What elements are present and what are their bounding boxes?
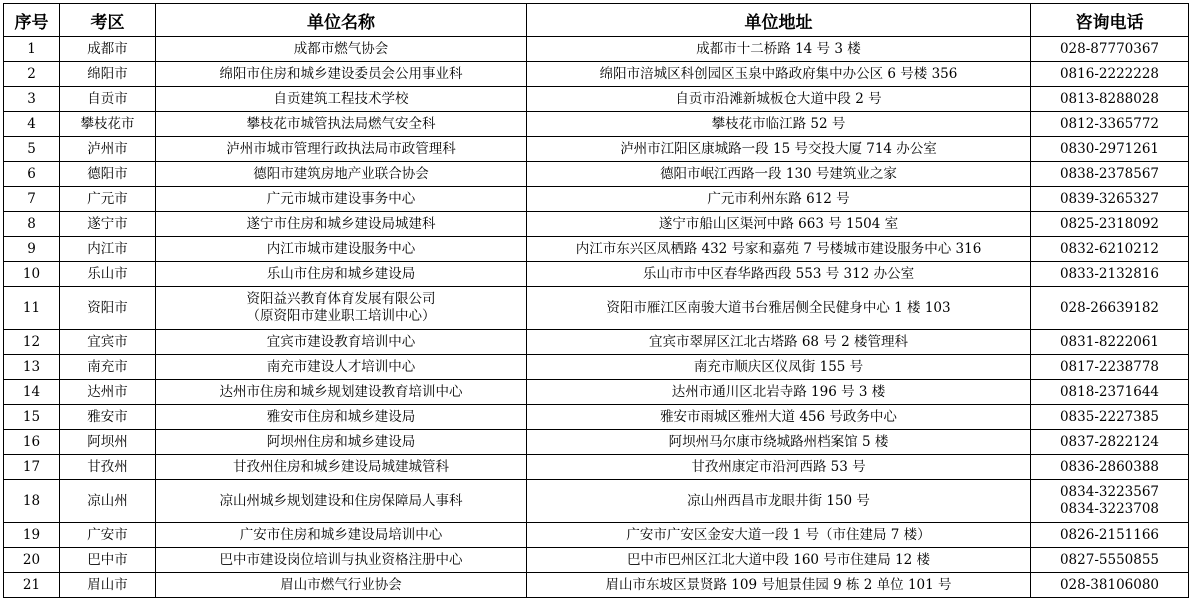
table-row [4, 287, 1189, 330]
cell-unit-address: 德阳市岷江西路一段 130 号建筑业之家 [527, 162, 1031, 187]
cell-unit-address: 南充市顺庆区仪凤街 155 号 [527, 355, 1031, 380]
cell-phone-line: 028-87770367 [1059, 40, 1160, 57]
cell-seq: 7 [4, 187, 60, 212]
table-row [4, 380, 1189, 405]
header-phone: 咨询电话 [1031, 4, 1189, 37]
cell-phone [1031, 355, 1189, 380]
cell-unit-name-line: 凉山州城乡规划建设和住房保障局人事科 [219, 492, 463, 509]
table-row [4, 62, 1189, 87]
cell-seq: 20 [4, 548, 60, 573]
cell-phone-line: 0834-3223567 [1059, 484, 1160, 500]
cell-unit-name [156, 237, 527, 262]
cell-unit-name [156, 573, 527, 598]
cell-unit-address: 遂宁市船山区渠河中路 663 号 1504 室 [527, 212, 1031, 237]
table-row [4, 480, 1189, 523]
cell-phone [1031, 37, 1189, 62]
cell-district: 宜宾市 [60, 330, 156, 355]
cell-phone-line: 0834-3223708 [1059, 501, 1160, 517]
cell-unit-name-line: 阿坝州住房和城乡建设局 [266, 433, 416, 450]
cell-phone-line: 028-26639182 [1059, 299, 1160, 316]
cell-district: 巴中市 [60, 548, 156, 573]
cell-unit-address: 达州市通川区北岩寺路 196 号 3 楼 [527, 380, 1031, 405]
cell-seq: 2 [4, 62, 60, 87]
cell-unit-name-line: 甘孜州住房和城乡建设局城建城管科 [233, 458, 449, 475]
cell-phone-line: 0832-6210212 [1059, 240, 1160, 257]
cell-unit-address: 绵阳市涪城区科创园区玉泉中路政府集中办公区 6 号楼 356 [527, 62, 1031, 87]
cell-seq: 16 [4, 430, 60, 455]
cell-district: 成都市 [60, 37, 156, 62]
cell-unit-address: 巴中市巴州区江北大道中段 160 号市住建局 12 楼 [527, 548, 1031, 573]
cell-phone-line: 0825-2318092 [1059, 215, 1160, 232]
cell-phone-line: 0831-8222061 [1059, 333, 1160, 350]
cell-phone [1031, 112, 1189, 137]
cell-phone [1031, 237, 1189, 262]
table-body [4, 37, 1189, 598]
cell-district: 甘孜州 [60, 455, 156, 480]
cell-phone-line: 0812-3365772 [1059, 115, 1160, 132]
table-row [4, 187, 1189, 212]
contact-table [3, 3, 1189, 598]
cell-phone-line: 0835-2227385 [1059, 408, 1160, 425]
cell-district: 达州市 [60, 380, 156, 405]
table-row [4, 212, 1189, 237]
cell-phone [1031, 187, 1189, 212]
cell-phone [1031, 480, 1189, 523]
cell-unit-name-line: 成都市燃气协会 [293, 40, 389, 57]
cell-phone [1031, 62, 1189, 87]
cell-seq: 1 [4, 37, 60, 62]
cell-phone [1031, 212, 1189, 237]
cell-district: 泸州市 [60, 137, 156, 162]
cell-phone [1031, 87, 1189, 112]
cell-phone-line: 0816-2222228 [1059, 65, 1160, 82]
cell-unit-address: 甘孜州康定市沿河西路 53 号 [527, 455, 1031, 480]
cell-unit-address: 凉山州西昌市龙眼井街 150 号 [527, 480, 1031, 523]
cell-unit-address: 广安市广安区金安大道一段 1 号（市住建局 7 楼） [527, 523, 1031, 548]
cell-unit-name-line: 遂宁市住房和城乡建设局城建科 [246, 215, 436, 232]
cell-unit-address: 乐山市市中区春华路西段 553 号 312 办公室 [527, 262, 1031, 287]
cell-phone [1031, 430, 1189, 455]
cell-unit-name [156, 330, 527, 355]
cell-phone-line: 0836-2860388 [1059, 458, 1160, 475]
cell-unit-name [156, 455, 527, 480]
cell-district: 内江市 [60, 237, 156, 262]
cell-seq: 9 [4, 237, 60, 262]
cell-seq: 3 [4, 87, 60, 112]
cell-seq: 18 [4, 480, 60, 523]
cell-seq: 11 [4, 287, 60, 330]
cell-unit-name [156, 187, 527, 212]
cell-phone-line: 0818-2371644 [1059, 383, 1160, 400]
table-row [4, 162, 1189, 187]
cell-unit-name [156, 212, 527, 237]
cell-unit-name [156, 480, 527, 523]
table-row [4, 330, 1189, 355]
cell-seq: 4 [4, 112, 60, 137]
cell-phone [1031, 162, 1189, 187]
cell-phone-line: 0813-8288028 [1059, 90, 1160, 107]
cell-district: 遂宁市 [60, 212, 156, 237]
cell-seq: 19 [4, 523, 60, 548]
cell-unit-name [156, 62, 527, 87]
cell-district: 攀枝花市 [60, 112, 156, 137]
cell-unit-name-line: 达州市住房和城乡规划建设教育培训中心 [219, 383, 463, 400]
cell-unit-name [156, 380, 527, 405]
cell-unit-name [156, 162, 527, 187]
cell-unit-name-line: 绵阳市住房和城乡建设委员会公用事业科 [219, 65, 463, 82]
cell-unit-address: 成都市十二桥路 14 号 3 楼 [527, 37, 1031, 62]
table-row [4, 355, 1189, 380]
cell-district: 广元市 [60, 187, 156, 212]
cell-district: 眉山市 [60, 573, 156, 598]
table-row [4, 87, 1189, 112]
cell-phone [1031, 380, 1189, 405]
cell-unit-name-line: 巴中市建设岗位培训与执业资格注册中心 [219, 551, 463, 568]
header-district: 考区 [60, 4, 156, 37]
header-seq: 序号 [4, 4, 60, 37]
table-row [4, 430, 1189, 455]
header-unit-address: 单位地址 [527, 4, 1031, 37]
cell-unit-address: 内江市东兴区凤栖路 432 号家和嘉苑 7 号楼城市建设服务中心 316 [527, 237, 1031, 262]
cell-seq: 13 [4, 355, 60, 380]
table-row [4, 112, 1189, 137]
cell-unit-name [156, 355, 527, 380]
cell-phone [1031, 573, 1189, 598]
cell-seq: 17 [4, 455, 60, 480]
cell-unit-name-line: 眉山市燃气行业协会 [280, 576, 402, 593]
cell-unit-name-line: 攀枝花市城管执法局燃气安全科 [246, 115, 436, 132]
cell-phone-line: 0827-5550855 [1059, 551, 1160, 568]
table-row [4, 37, 1189, 62]
cell-seq: 8 [4, 212, 60, 237]
cell-unit-name-line: 南充市建设人才培训中心 [266, 358, 416, 375]
cell-phone-line: 0826-2151166 [1059, 526, 1160, 543]
cell-phone-line: 0830-2971261 [1059, 140, 1160, 157]
cell-phone [1031, 262, 1189, 287]
cell-seq: 12 [4, 330, 60, 355]
cell-unit-name [156, 523, 527, 548]
cell-unit-name-line: 自贡建筑工程技术学校 [273, 90, 409, 107]
cell-phone-line: 028-38106080 [1059, 576, 1160, 593]
table-row [4, 237, 1189, 262]
cell-seq: 21 [4, 573, 60, 598]
cell-unit-name [156, 405, 527, 430]
cell-phone-line: 0838-2378567 [1059, 165, 1160, 182]
cell-unit-address: 资阳市雁江区南骏大道书台雅居侧全民健身中心 1 楼 103 [527, 287, 1031, 330]
cell-district: 雅安市 [60, 405, 156, 430]
cell-unit-name [156, 112, 527, 137]
cell-phone [1031, 137, 1189, 162]
cell-district: 阿坝州 [60, 430, 156, 455]
cell-phone-line: 0833-2132816 [1059, 265, 1160, 282]
cell-seq: 5 [4, 137, 60, 162]
table-row [4, 573, 1189, 598]
cell-phone [1031, 455, 1189, 480]
table-row [4, 262, 1189, 287]
cell-phone [1031, 405, 1189, 430]
cell-unit-name-line: 乐山市住房和城乡建设局 [266, 265, 416, 282]
cell-unit-name-line: 泸州市城市管理行政执法局市政管理科 [226, 140, 456, 157]
cell-unit-address: 宜宾市翠屏区江北古塔路 68 号 2 楼管理科 [527, 330, 1031, 355]
cell-district: 绵阳市 [60, 62, 156, 87]
cell-unit-name [156, 262, 527, 287]
cell-unit-name-line: 广安市住房和城乡建设局培训中心 [239, 526, 443, 543]
cell-unit-name [156, 37, 527, 62]
cell-phone [1031, 523, 1189, 548]
cell-district: 自贡市 [60, 87, 156, 112]
cell-phone-line: 0839-3265327 [1059, 190, 1160, 207]
cell-unit-name-line: 德阳市建筑房地产业联合协会 [253, 165, 429, 182]
cell-unit-name-line: 雅安市住房和城乡建设局 [266, 408, 416, 425]
cell-unit-name-line: 宜宾市建设教育培训中心 [266, 333, 416, 350]
cell-district: 南充市 [60, 355, 156, 380]
table-row [4, 523, 1189, 548]
cell-district: 资阳市 [60, 287, 156, 330]
cell-district: 凉山州 [60, 480, 156, 523]
cell-district: 广安市 [60, 523, 156, 548]
cell-unit-address: 雅安市雨城区雅州大道 456 号政务中心 [527, 405, 1031, 430]
cell-phone [1031, 548, 1189, 573]
header-row [4, 4, 1189, 37]
table-row [4, 548, 1189, 573]
cell-unit-address: 广元市利州东路 612 号 [527, 187, 1031, 212]
cell-district: 德阳市 [60, 162, 156, 187]
cell-phone [1031, 330, 1189, 355]
cell-unit-name-line: （原资阳市建业职工培训中心） [246, 308, 436, 324]
cell-seq: 6 [4, 162, 60, 187]
header-unit-name: 单位名称 [156, 4, 527, 37]
cell-unit-address: 眉山市东坡区景贤路 109 号旭景佳园 9 栋 2 单位 101 号 [527, 573, 1031, 598]
cell-unit-name [156, 87, 527, 112]
cell-unit-address: 自贡市沿滩新城板仓大道中段 2 号 [527, 87, 1031, 112]
cell-unit-name [156, 548, 527, 573]
table-row [4, 455, 1189, 480]
cell-unit-name [156, 430, 527, 455]
table-row [4, 405, 1189, 430]
cell-unit-address: 阿坝州马尔康市绕城路州档案馆 5 楼 [527, 430, 1031, 455]
cell-seq: 14 [4, 380, 60, 405]
cell-phone-line: 0817-2238778 [1059, 358, 1160, 375]
cell-unit-name [156, 287, 527, 330]
cell-seq: 10 [4, 262, 60, 287]
cell-phone [1031, 287, 1189, 330]
cell-unit-name-line: 内江市城市建设服务中心 [266, 240, 416, 257]
cell-district: 乐山市 [60, 262, 156, 287]
cell-unit-address: 泸州市江阳区康城路一段 15 号交投大厦 714 办公室 [527, 137, 1031, 162]
cell-unit-name-line: 广元市城市建设事务中心 [266, 190, 416, 207]
cell-phone-line: 0837-2822124 [1059, 433, 1160, 450]
cell-seq: 15 [4, 405, 60, 430]
cell-unit-address: 攀枝花市临江路 52 号 [527, 112, 1031, 137]
table-row [4, 137, 1189, 162]
cell-unit-name [156, 137, 527, 162]
cell-unit-name-line: 资阳益兴教育体育发展有限公司 [246, 291, 436, 307]
